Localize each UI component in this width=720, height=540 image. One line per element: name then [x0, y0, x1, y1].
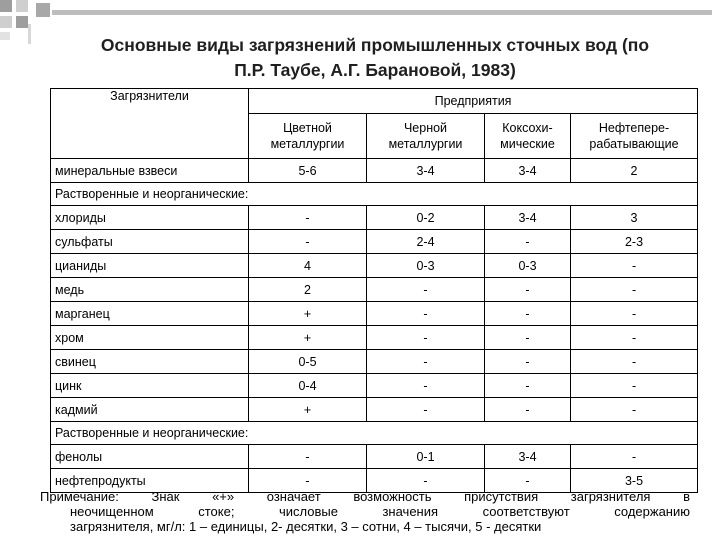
header-column: Цветной металлургии	[249, 114, 367, 159]
title-line-1: Основные виды загрязнений промышленных сточных вод (по	[100, 35, 650, 55]
pollutants-table	[50, 88, 698, 493]
value-cell: -	[571, 398, 698, 422]
value-cell: -	[367, 278, 485, 302]
value-cell: 0-5	[249, 350, 367, 374]
table-row	[51, 206, 698, 230]
pollutant-name: медь	[51, 278, 249, 302]
table-row	[51, 398, 698, 422]
table-row	[51, 445, 698, 469]
value-cell: +	[249, 398, 367, 422]
header-column: Нефтепере- рабатывающие	[571, 114, 698, 159]
footnote-line-3: загрязнителя, мг/л: 1 – единицы, 2- десятки, 3 – сотни, 4 – тысячи, 5 - десятки	[70, 519, 542, 534]
value-cell: -	[367, 350, 485, 374]
value-cell: -	[249, 206, 367, 230]
pollutant-name: хлориды	[51, 206, 249, 230]
decorative-square	[0, 16, 12, 28]
table-row	[51, 374, 698, 398]
pollutant-name: сульфаты	[51, 230, 249, 254]
value-cell: -	[367, 326, 485, 350]
table-row	[51, 159, 698, 183]
pollutant-name: марганец	[51, 302, 249, 326]
decorative-line	[52, 10, 712, 15]
value-cell: -	[485, 302, 571, 326]
value-cell: 5-6	[249, 159, 367, 183]
value-cell: 2	[249, 278, 367, 302]
value-cell: -	[571, 302, 698, 326]
pollutant-name: кадмий	[51, 398, 249, 422]
value-cell: -	[485, 278, 571, 302]
value-cell: 0-3	[367, 254, 485, 278]
value-cell: -	[485, 230, 571, 254]
value-cell: -	[571, 445, 698, 469]
value-cell: 2-3	[571, 230, 698, 254]
section-row	[51, 422, 698, 445]
value-cell: +	[249, 326, 367, 350]
value-cell: -	[249, 445, 367, 469]
decorative-square	[16, 16, 28, 28]
value-cell: 0-2	[367, 206, 485, 230]
value-cell: +	[249, 302, 367, 326]
value-cell: 0-3	[485, 254, 571, 278]
value-cell: 3	[571, 206, 698, 230]
pollutant-name: свинец	[51, 350, 249, 374]
section2-rows	[51, 445, 698, 493]
decorative-line	[28, 24, 31, 44]
value-cell: 2	[571, 159, 698, 183]
decorative-square	[0, 0, 12, 12]
section-row	[51, 183, 698, 206]
value-cell: -	[367, 302, 485, 326]
section-heading: Растворенные и неорганические:	[51, 183, 698, 206]
section1-rows	[51, 206, 698, 422]
table-row	[51, 230, 698, 254]
value-cell: -	[485, 398, 571, 422]
value-cell: 0-4	[249, 374, 367, 398]
value-cell: -	[571, 278, 698, 302]
value-cell: 0-1	[367, 445, 485, 469]
decorative-square	[36, 3, 50, 17]
pollutant-name: нефтепродукты	[51, 469, 249, 493]
value-cell: 3-4	[485, 206, 571, 230]
value-cell: 3-4	[367, 159, 485, 183]
pollutant-name: цинк	[51, 374, 249, 398]
section-heading: Растворенные и неорганические:	[51, 422, 698, 445]
value-cell: -	[485, 326, 571, 350]
value-cell: -	[249, 469, 367, 493]
value-cell: -	[571, 254, 698, 278]
table-row	[51, 278, 698, 302]
value-cell: -	[485, 374, 571, 398]
table-row	[51, 326, 698, 350]
value-cell: 3-4	[485, 445, 571, 469]
table-row	[51, 350, 698, 374]
pollutant-name: цианиды	[51, 254, 249, 278]
value-cell: -	[571, 326, 698, 350]
value-cell: -	[367, 469, 485, 493]
decorative-square	[16, 0, 28, 12]
title-line-2: П.Р. Таубе, А.Г. Барановой, 1983)	[234, 60, 516, 80]
header-enterprises: Предприятия	[249, 89, 698, 114]
header-column: Коксохи- мические	[485, 114, 571, 159]
value-cell: 2-4	[367, 230, 485, 254]
value-cell: -	[571, 350, 698, 374]
header-column: Черной металлургии	[367, 114, 485, 159]
value-cell: 3-4	[485, 159, 571, 183]
footnote-line-1: Примечание: Знак «+» означает возможность присутствия загрязнителя в	[40, 489, 690, 504]
value-cell: -	[485, 350, 571, 374]
footnote-line-2: неочищенном стоке; числовые значения соответствуют содержанию	[70, 504, 690, 519]
pollutant-name: фенолы	[51, 445, 249, 469]
pollutant-name: хром	[51, 326, 249, 350]
footnote	[40, 489, 690, 534]
value-cell: 3-5	[571, 469, 698, 493]
value-cell: -	[249, 230, 367, 254]
value-cell: -	[571, 374, 698, 398]
value-cell: -	[485, 469, 571, 493]
value-cell: -	[367, 374, 485, 398]
pollutant-name: минеральные взвеси	[51, 159, 249, 183]
value-cell: -	[367, 398, 485, 422]
page-title	[40, 33, 710, 83]
decorative-square	[0, 32, 10, 40]
table-row	[51, 254, 698, 278]
header-pollutants: Загрязнители	[51, 89, 249, 159]
value-cell: 4	[249, 254, 367, 278]
table-row	[51, 302, 698, 326]
